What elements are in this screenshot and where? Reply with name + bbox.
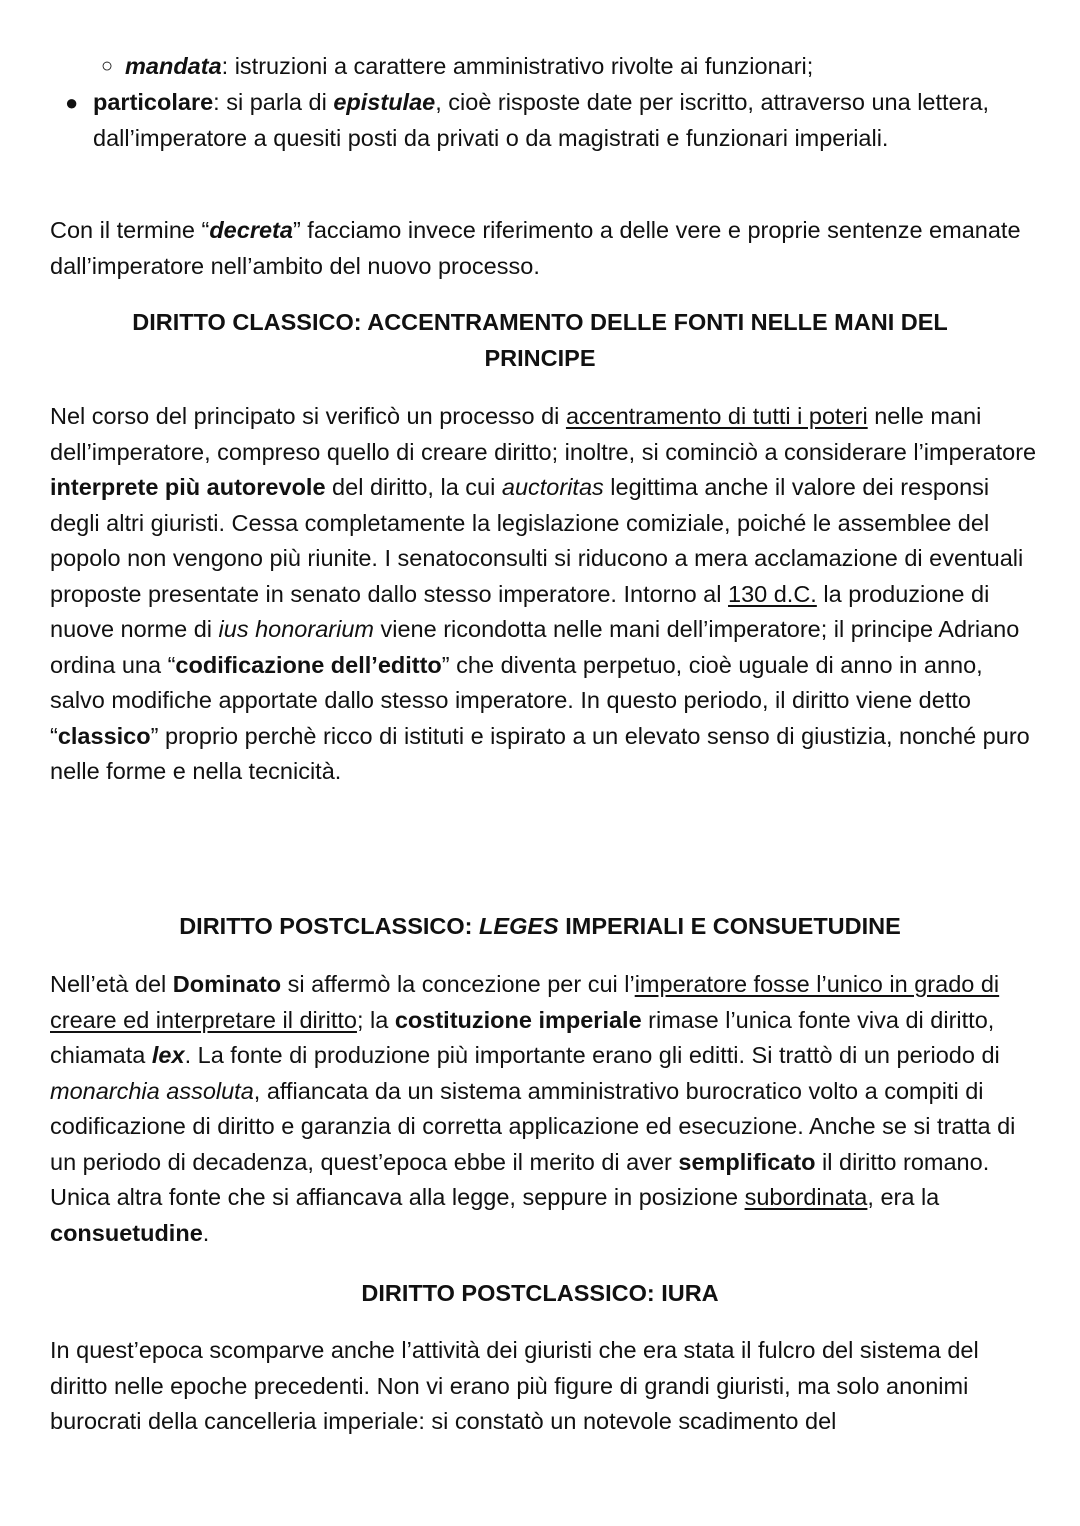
list-item-mandata: ○ mandata: istruzioni a carattere amministrativo rivolte ai funzionari;: [125, 49, 1025, 85]
section-heading-leges-imperiali: DIRITTO POSTCLASSICO: LEGES IMPERIALI E CONSUETUDINE: [179, 913, 901, 939]
section-heading-diritto-classico: DIRITTO CLASSICO: ACCENTRAMENTO DELLE FONTI NELLE MANI DEL PRINCIPE: [132, 309, 948, 371]
hollow-bullet-icon: ○: [101, 55, 114, 77]
bullet-dot-icon: ●: [65, 90, 79, 115]
list-item-particolare: ● particolare: si parla di epistulae, cioè risposte date per iscritto, attraverso una lettera, dall’imperatore a quesiti posti da privati o da magistrati e funzionari imperiali.: [93, 85, 1013, 156]
paragraph-decreta: Con il termine “decreta” facciamo invece riferimento a delle vere e proprie sentenze emanate dall’imperatore nell’ambito del nuovo processo.: [50, 217, 1021, 279]
paragraph-diritto-classico: Nel corso del principato si verificò un processo di accentramento di tutti i poteri nelle mani dell’imperatore, compreso quello di creare diritto; inoltre, si cominciò a considerare l’imperatore interprete più autorevole del diritto, la cui auctoritas legittima anche il valore dei responsi degli altri giuristi. Cessa completamente la legislazione comiziale, poiché le assemblee del popolo non vengono più riunite. I senatoconsulti si riducono a mera acclamazione di eventuali proposte presentate in senato dallo stesso imperatore. Intorno al 130 d.C. la produzione di nuove norme di ius honorarium viene ricondotta nelle mani dell’imperatore; il principe Adriano ordina una “codificazione dell’editto” che diventa perpetuo, cioè uguale di anno in anno, salvo modifiche apportate dallo stesso imperatore. In questo periodo, il diritto viene detto “classico” proprio perchè ricco di istituti e ispirato a un elevato senso di giustizia, nonché puro nelle forme e nella tecnicità.: [50, 403, 1037, 784]
paragraph-dominato: Nell’età del Dominato si affermò la concezione per cui l’imperatore fosse l’unico in grado di creare ed interpretare il diritto; la costituzione imperiale rimase l’unica fonte viva di diritto, chiamata lex. La fonte di produzione più importante erano gli editti. Si trattò di un periodo di monarchia assoluta, affiancata da un sistema amministrativo burocratico volto a compiti di codificazione di diritto e garanzia di corretta applicazione ed esecuzione. Anche se si tratta di un periodo di decadenza, quest’epoca ebbe il merito di aver semplificato il diritto romano. Unica altra fonte che si affiancava alla legge, seppure in posizione subordinata, era la consuetudine.: [50, 971, 1016, 1246]
paragraph-iura: In quest’epoca scomparve anche l’attività dei giuristi che era stata il fulcro del sistema del diritto nelle epoche precedenti. Non vi erano più figure di grandi giuristi, ma solo anonimi burocrati della cancelleria imperiale: si constatò un notevole scadimento del: [50, 1337, 979, 1434]
section-heading-iura: DIRITTO POSTCLASSICO: IURA: [361, 1280, 719, 1306]
